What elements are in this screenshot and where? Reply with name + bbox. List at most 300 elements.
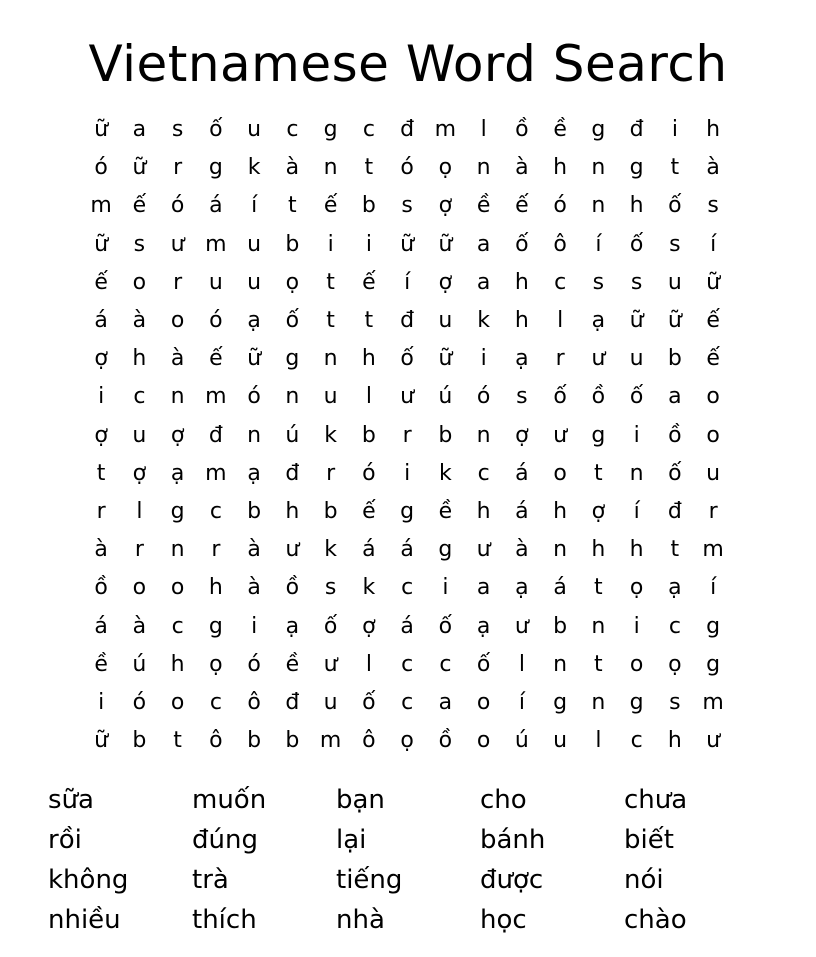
grid-cell[interactable]: r (708, 498, 718, 524)
grid-cell[interactable]: n (591, 689, 606, 715)
grid-cell[interactable]: k (439, 460, 452, 486)
grid-cell[interactable]: o (706, 422, 720, 448)
grid-cell[interactable]: ữ (438, 231, 453, 257)
grid-cell[interactable]: k (477, 308, 490, 334)
grid-cell[interactable]: h (476, 498, 491, 524)
grid-cell[interactable]: o (132, 575, 147, 601)
grid-cell[interactable]: ế (209, 346, 223, 372)
grid-cell[interactable]: h (629, 193, 644, 219)
grid-cell[interactable]: à (515, 537, 529, 563)
grid-cell[interactable]: ữ (400, 231, 415, 257)
grid-cell[interactable]: u (438, 308, 453, 334)
grid-cell[interactable]: à (247, 537, 261, 563)
grid-cell[interactable]: o (170, 689, 185, 715)
grid-cell[interactable]: o (132, 269, 147, 295)
grid-cell[interactable]: đ (400, 117, 415, 143)
grid-cell[interactable]: c (401, 575, 414, 601)
grid-cell[interactable]: n (323, 346, 338, 372)
word-list-item: đúng (192, 825, 258, 855)
grid-cell[interactable]: ọ (285, 269, 300, 295)
grid-cell[interactable]: o (553, 460, 567, 486)
grid-cell[interactable]: á (515, 460, 529, 486)
grid-cell[interactable]: m (205, 460, 227, 486)
grid-cell[interactable]: b (438, 422, 453, 448)
grid-cell[interactable]: i (98, 689, 105, 715)
grid-cell[interactable]: b (247, 728, 262, 754)
grid-cell[interactable]: k (362, 575, 376, 601)
grid-cell[interactable]: r (173, 269, 183, 295)
grid-cell[interactable]: c (401, 689, 414, 715)
grid-cell[interactable]: c (630, 728, 643, 754)
grid-cell[interactable]: à (515, 155, 529, 181)
grid-cell[interactable]: i (633, 613, 640, 639)
grid-cell[interactable]: ọ (629, 575, 644, 601)
grid-cell[interactable]: s (669, 689, 681, 715)
grid-cell[interactable]: i (404, 460, 411, 486)
grid-cell[interactable]: r (402, 422, 412, 448)
grid-cell[interactable]: ố (515, 231, 529, 257)
grid-cell[interactable]: ạ (247, 308, 261, 334)
grid-cell[interactable]: s (401, 193, 413, 219)
grid-cell[interactable]: t (96, 460, 106, 486)
grid-cell[interactable]: n (629, 460, 644, 486)
grid-cell[interactable]: í (633, 498, 640, 524)
grid-cell[interactable]: đ (285, 460, 300, 486)
grid-cell[interactable]: ú (132, 651, 147, 677)
grid-cell[interactable]: a (438, 689, 453, 715)
grid-cell[interactable]: ạ (515, 575, 529, 601)
grid-cell[interactable]: ọ (400, 728, 414, 754)
grid-cell[interactable]: ọ (438, 155, 453, 181)
grid-cell[interactable]: ồ (94, 575, 108, 601)
grid-cell[interactable]: ạ (515, 346, 529, 372)
grid-cell[interactable]: ữ (706, 269, 721, 295)
grid-cell[interactable]: ố (323, 613, 338, 639)
grid-cell[interactable]: ó (209, 308, 223, 334)
grid-cell[interactable]: ạ (668, 575, 682, 601)
grid-cell[interactable]: à (94, 537, 108, 563)
grid-cell[interactable]: ữ (94, 117, 109, 143)
grid-cell[interactable]: ó (362, 460, 376, 486)
grid-cell[interactable]: ạ (247, 460, 261, 486)
grid-cell[interactable]: ữ (94, 728, 109, 754)
grid-cell[interactable]: t (364, 155, 374, 181)
grid-cell[interactable]: ư (514, 613, 529, 639)
grid-cell[interactable]: ế (362, 498, 376, 524)
grid-cell[interactable]: ố (668, 193, 682, 219)
grid-cell[interactable]: u (706, 460, 721, 486)
grid-cell[interactable]: ú (438, 384, 453, 410)
grid-cell[interactable]: b (247, 498, 262, 524)
grid-cell[interactable]: m (434, 117, 457, 143)
grid-cell[interactable]: ạ (591, 308, 606, 334)
word-list-item: bánh (480, 825, 546, 855)
grid-cell[interactable]: s (516, 384, 528, 410)
grid-cell[interactable]: g (208, 155, 223, 181)
grid-cell[interactable]: n (591, 155, 606, 181)
grid-cell[interactable]: l (480, 117, 487, 143)
grid-cell[interactable]: á (515, 498, 529, 524)
grid-cell[interactable]: ế (132, 193, 147, 219)
grid-cell[interactable]: h (208, 575, 223, 601)
grid-cell[interactable]: h (514, 308, 529, 334)
grid-cell[interactable]: ợ (362, 613, 376, 639)
grid-cell[interactable]: đ (400, 308, 415, 334)
grid-cell[interactable]: ợ (515, 422, 529, 448)
grid-cell[interactable]: h (706, 117, 721, 143)
grid-cell[interactable]: ó (553, 193, 567, 219)
word-list-item: nhà (336, 905, 385, 935)
grid-cell[interactable]: ọ (668, 651, 682, 677)
grid-cell[interactable]: i (251, 613, 258, 639)
grid-cell[interactable]: u (247, 231, 262, 257)
word-list-item: rồi (48, 825, 82, 855)
grid-cell[interactable]: ế (362, 269, 376, 295)
grid-cell[interactable]: u (132, 422, 147, 448)
grid-cell[interactable]: n (476, 422, 491, 448)
grid-cell[interactable]: ố (209, 117, 223, 143)
grid-cell[interactable]: r (211, 537, 221, 563)
grid-cell[interactable]: a (476, 575, 491, 601)
grid-cell[interactable]: c (439, 651, 452, 677)
grid-cell[interactable]: ữ (667, 308, 682, 334)
grid-cell[interactable]: à (706, 155, 720, 181)
grid-cell[interactable]: n (591, 613, 606, 639)
grid-cell[interactable]: ế (323, 193, 338, 219)
grid-cell[interactable]: o (629, 651, 644, 677)
grid-cell[interactable]: i (480, 346, 487, 372)
grid-cell[interactable]: ữ (132, 155, 147, 181)
grid-cell[interactable]: ồ (285, 575, 300, 601)
grid-cell[interactable]: ợ (94, 346, 108, 372)
grid-cell[interactable]: ó (132, 689, 147, 715)
grid-cell[interactable]: g (438, 537, 453, 563)
grid-cell[interactable]: h (285, 498, 300, 524)
grid-cell[interactable]: m (702, 537, 724, 563)
grid-cell[interactable]: g (706, 651, 721, 677)
grid-cell[interactable]: k (247, 155, 261, 181)
grid-cell[interactable]: g (706, 613, 721, 639)
grid-cell[interactable]: n (247, 422, 262, 448)
grid-cell[interactable]: b (361, 422, 376, 448)
grid-cell[interactable]: m (90, 193, 112, 219)
grid-cell[interactable]: ề (94, 651, 108, 677)
grid-cell[interactable]: ố (476, 651, 491, 677)
grid-cell[interactable]: c (209, 498, 222, 524)
grid-cell[interactable]: t (173, 728, 182, 754)
grid-cell[interactable]: ồ (438, 728, 453, 754)
grid-cell[interactable]: ạ (476, 613, 491, 639)
grid-cell[interactable]: á (400, 613, 414, 639)
grid-cell[interactable]: o (170, 308, 185, 334)
grid-cell[interactable]: ô (553, 231, 567, 257)
word-list-item: tiếng (336, 865, 403, 895)
grid-cell[interactable]: t (326, 308, 335, 334)
grid-cell[interactable]: ó (476, 384, 491, 410)
grid-cell[interactable]: h (591, 537, 606, 563)
grid-cell[interactable]: m (319, 728, 342, 754)
grid-cell[interactable]: r (134, 537, 144, 563)
grid-cell[interactable]: ề (476, 193, 491, 219)
grid-cell[interactable]: ợ (591, 498, 606, 524)
grid-cell[interactable]: i (98, 384, 105, 410)
grid-cell[interactable]: ô (209, 728, 223, 754)
grid-cell[interactable]: h (514, 269, 529, 295)
grid-cell[interactable]: k (324, 537, 337, 563)
grid-cell[interactable]: h (553, 498, 568, 524)
grid-cell[interactable]: ố (629, 231, 644, 257)
grid-cell[interactable]: b (285, 231, 300, 257)
grid-cell[interactable]: c (668, 613, 681, 639)
grid-cell[interactable]: ề (285, 651, 300, 677)
word-list-item: bạn (336, 785, 385, 815)
grid-cell[interactable]: c (477, 460, 490, 486)
word-list-item: nói (624, 865, 664, 895)
grid-cell[interactable]: ú (285, 422, 300, 448)
grid-cell[interactable]: ô (362, 728, 376, 754)
grid-cell[interactable]: ư (706, 728, 721, 754)
grid-cell[interactable]: ồ (591, 384, 606, 410)
grid-cell[interactable]: g (629, 155, 644, 181)
grid-cell[interactable]: u (208, 269, 223, 295)
grid-cell[interactable]: c (554, 269, 567, 295)
grid-cell[interactable]: i (633, 422, 640, 448)
grid-cell[interactable]: g (591, 422, 606, 448)
grid-cell[interactable]: s (133, 231, 146, 257)
grid-cell[interactable]: t (670, 155, 680, 181)
grid-cell[interactable]: g (591, 117, 606, 143)
grid-cell[interactable]: ó (170, 193, 185, 219)
grid-cell[interactable]: ư (170, 231, 185, 257)
word-list-item: sữa (48, 785, 94, 815)
grid-cell[interactable]: í (710, 231, 717, 257)
grid-cell[interactable]: h (361, 346, 376, 372)
grid-cell[interactable]: à (132, 613, 147, 639)
grid-cell[interactable]: ề (553, 117, 567, 143)
grid-cell[interactable]: t (364, 308, 374, 334)
grid-cell[interactable]: c (362, 117, 375, 143)
grid-cell[interactable]: ạ (285, 613, 300, 639)
grid-cell[interactable]: u (323, 384, 338, 410)
grid-cell[interactable]: s (669, 231, 681, 257)
word-list-item: không (48, 865, 129, 895)
grid-cell[interactable]: t (326, 269, 335, 295)
grid-cell[interactable]: ợ (170, 422, 185, 448)
grid-cell[interactable]: s (592, 269, 605, 295)
grid-cell[interactable]: í (404, 269, 411, 295)
grid-cell[interactable]: h (553, 155, 568, 181)
grid-cell[interactable]: l (595, 728, 602, 754)
grid-cell[interactable]: ố (438, 613, 453, 639)
grid-cell[interactable]: ố (668, 460, 682, 486)
grid-cell[interactable]: ợ (438, 193, 453, 219)
grid-cell[interactable]: đ (208, 422, 223, 448)
grid-cell[interactable]: ạ (170, 460, 185, 486)
grid-cell[interactable]: n (323, 155, 338, 181)
grid-cell[interactable]: l (365, 384, 372, 410)
grid-cell[interactable]: ế (706, 308, 720, 334)
grid-cell[interactable]: á (553, 575, 567, 601)
page-title: Vietnamese Word Search (88, 35, 728, 93)
grid-cell[interactable]: n (591, 193, 606, 219)
grid-cell[interactable]: ú (514, 728, 529, 754)
grid-cell[interactable]: u (247, 117, 262, 143)
grid-cell[interactable]: u (629, 346, 644, 372)
grid-cell[interactable]: ế (515, 193, 529, 219)
grid-cell[interactable]: ề (438, 498, 453, 524)
grid-cell[interactable]: à (170, 346, 185, 372)
grid-cell[interactable]: h (132, 346, 147, 372)
word-list (48, 780, 768, 940)
grid-cell[interactable]: ó (247, 384, 261, 410)
grid-cell[interactable]: r (326, 460, 336, 486)
grid-cell[interactable]: ợ (94, 422, 108, 448)
grid-cell[interactable]: n (553, 537, 568, 563)
grid-cell[interactable]: l (557, 308, 564, 334)
grid-cell[interactable]: s (171, 117, 184, 143)
grid-cell[interactable]: s (707, 193, 719, 219)
grid-cell[interactable]: ế (94, 269, 108, 295)
grid-cell[interactable]: c (401, 651, 414, 677)
grid-cell[interactable]: á (209, 193, 223, 219)
grid-cell[interactable]: ữ (94, 231, 109, 257)
grid-cell[interactable]: ô (247, 689, 261, 715)
grid-cell[interactable]: b (323, 498, 338, 524)
grid-cell[interactable]: s (630, 269, 643, 295)
grid-cell[interactable]: b (132, 728, 147, 754)
grid-cell[interactable]: t (670, 537, 680, 563)
grid-cell[interactable]: ư (591, 346, 606, 372)
grid-cell[interactable]: c (171, 613, 184, 639)
grid-cell[interactable]: ư (285, 537, 300, 563)
grid-cell[interactable]: k (324, 422, 337, 448)
grid-cell[interactable]: g (208, 613, 223, 639)
grid-cell[interactable]: ư (400, 384, 415, 410)
grid-cell[interactable]: ọ (209, 651, 223, 677)
grid-cell[interactable]: í (595, 231, 602, 257)
grid-cell[interactable]: ó (94, 155, 108, 181)
grid-cell[interactable]: a (476, 269, 491, 295)
grid-cell[interactable]: g (553, 689, 568, 715)
grid-cell[interactable]: u (323, 689, 338, 715)
grid-cell[interactable]: ữ (438, 346, 453, 372)
grid-cell[interactable]: ế (706, 346, 720, 372)
grid-cell[interactable]: s (324, 575, 337, 601)
grid-cell[interactable]: a (132, 117, 147, 143)
grid-cell[interactable]: n (476, 155, 491, 181)
grid-cell[interactable]: g (285, 346, 300, 372)
grid-cell[interactable]: í (710, 575, 717, 601)
grid-cell[interactable]: m (205, 384, 227, 410)
grid-cell[interactable]: h (170, 651, 185, 677)
grid-cell[interactable]: đ (629, 117, 644, 143)
grid-cell[interactable]: á (94, 308, 108, 334)
grid-cell[interactable]: l (136, 498, 143, 524)
grid-cell[interactable]: ồ (668, 422, 682, 448)
grid-cell[interactable]: ư (323, 651, 338, 677)
grid-cell[interactable]: a (476, 231, 491, 257)
grid-cell[interactable]: ó (400, 155, 414, 181)
grid-cell[interactable]: r (173, 155, 183, 181)
grid-cell[interactable]: r (555, 346, 565, 372)
grid-cell[interactable]: ợ (438, 269, 453, 295)
grid-cell[interactable]: b (361, 193, 376, 219)
grid-cell[interactable]: i (442, 575, 449, 601)
grid-cell[interactable]: b (553, 613, 568, 639)
grid-cell[interactable]: b (285, 728, 300, 754)
grid-cell[interactable]: c (209, 689, 222, 715)
grid-cell[interactable]: g (629, 689, 644, 715)
grid-cell[interactable]: n (553, 651, 568, 677)
grid-cell[interactable]: h (629, 537, 644, 563)
grid-cell[interactable]: đ (285, 689, 300, 715)
grid-cell[interactable]: ố (553, 384, 567, 410)
grid-cell[interactable]: g (323, 117, 338, 143)
grid-cell[interactable]: ư (553, 422, 568, 448)
grid-cell[interactable]: n (285, 384, 300, 410)
grid-cell[interactable]: o (170, 575, 185, 601)
grid-cell[interactable]: ố (629, 384, 644, 410)
grid-cell[interactable]: í (251, 193, 258, 219)
grid-cell[interactable]: í (518, 689, 525, 715)
grid-cell[interactable]: i (671, 117, 678, 143)
grid-cell[interactable]: t (594, 460, 603, 486)
grid-cell[interactable]: g (400, 498, 415, 524)
grid-cell[interactable]: h (667, 728, 682, 754)
grid-cell[interactable]: à (247, 575, 261, 601)
grid-cell[interactable]: ố (400, 346, 414, 372)
grid-cell[interactable]: b (667, 346, 682, 372)
grid-cell[interactable]: a (668, 384, 682, 410)
grid-cell[interactable]: o (706, 384, 720, 410)
grid-cell[interactable]: ồ (515, 117, 529, 143)
grid-cell[interactable]: ữ (629, 308, 644, 334)
grid-cell[interactable]: l (365, 651, 372, 677)
grid-cell[interactable]: á (362, 537, 376, 563)
grid-cell[interactable]: l (518, 651, 525, 677)
grid-cell[interactable]: o (476, 689, 491, 715)
grid-cell[interactable]: o (476, 728, 491, 754)
grid-cell[interactable]: u (667, 269, 682, 295)
grid-cell[interactable]: n (170, 537, 185, 563)
grid-cell[interactable]: đ (667, 498, 682, 524)
grid-cell[interactable]: ữ (247, 346, 262, 372)
grid-cell[interactable]: c (286, 117, 299, 143)
grid-cell[interactable]: g (170, 498, 185, 524)
grid-cell[interactable]: i (365, 231, 372, 257)
grid-cell[interactable]: ư (476, 537, 491, 563)
grid-cell[interactable]: u (553, 728, 568, 754)
grid-cell[interactable]: ố (362, 689, 376, 715)
grid-cell[interactable]: à (132, 308, 147, 334)
grid-cell[interactable]: t (594, 651, 603, 677)
grid-cell[interactable]: t (288, 193, 297, 219)
grid-cell[interactable]: à (285, 155, 300, 181)
grid-cell[interactable]: m (205, 231, 227, 257)
grid-cell[interactable]: i (327, 231, 334, 257)
grid-cell[interactable]: á (94, 613, 108, 639)
grid-cell[interactable]: c (133, 384, 146, 410)
grid-cell[interactable]: r (96, 498, 106, 524)
grid-cell[interactable]: ố (285, 308, 300, 334)
grid-cell[interactable]: u (247, 269, 262, 295)
grid-cell[interactable]: n (170, 384, 185, 410)
grid-cell[interactable]: ợ (132, 460, 147, 486)
grid-cell[interactable]: ó (247, 651, 261, 677)
grid-cell[interactable]: t (594, 575, 603, 601)
grid-cell[interactable]: m (702, 689, 724, 715)
grid-cell[interactable]: á (400, 537, 414, 563)
